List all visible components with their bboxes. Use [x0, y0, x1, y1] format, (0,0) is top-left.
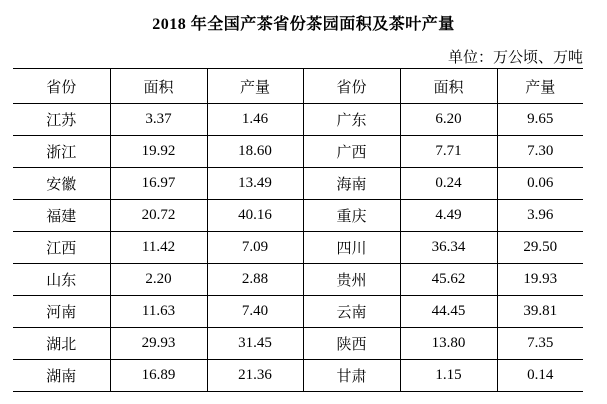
province-cell: 浙江: [13, 136, 110, 168]
output-cell: 7.40: [207, 296, 303, 328]
area-cell: 29.93: [110, 328, 207, 360]
output-cell: 29.50: [497, 232, 583, 264]
header-output: 产量: [497, 69, 583, 104]
province-cell: 海南: [303, 168, 400, 200]
output-cell: 13.49: [207, 168, 303, 200]
output-cell: 39.81: [497, 296, 583, 328]
table-row: [13, 200, 583, 232]
header-area: 面积: [400, 69, 497, 104]
province-cell: 四川: [303, 232, 400, 264]
province-cell: 河南: [13, 296, 110, 328]
province-cell: 江西: [13, 232, 110, 264]
table-row: [13, 360, 583, 392]
page-title: 2018 年全国产茶省份茶园面积及茶叶产量: [152, 16, 455, 33]
header-province: 省份: [13, 69, 110, 104]
area-cell: 4.49: [400, 200, 497, 232]
area-cell: 11.63: [110, 296, 207, 328]
output-cell: 0.14: [497, 360, 583, 392]
table-row: [13, 296, 583, 328]
area-cell: 16.97: [110, 168, 207, 200]
output-cell: 3.96: [497, 200, 583, 232]
area-cell: 13.80: [400, 328, 497, 360]
table-row: [13, 328, 583, 360]
output-cell: 7.09: [207, 232, 303, 264]
province-cell: 广东: [303, 104, 400, 136]
output-cell: 7.30: [497, 136, 583, 168]
output-cell: 1.46: [207, 104, 303, 136]
area-cell: 3.37: [110, 104, 207, 136]
header-row: [13, 69, 583, 104]
area-cell: 45.62: [400, 264, 497, 296]
province-cell: 湖南: [13, 360, 110, 392]
table-row: [13, 264, 583, 296]
table-row: [13, 232, 583, 264]
province-cell: 贵州: [303, 264, 400, 296]
table-header: [13, 69, 583, 104]
province-cell: 甘肃: [303, 360, 400, 392]
area-cell: 20.72: [110, 200, 207, 232]
province-cell: 江苏: [13, 104, 110, 136]
header-province: 省份: [303, 69, 400, 104]
area-cell: 2.20: [110, 264, 207, 296]
area-cell: 19.92: [110, 136, 207, 168]
area-cell: 6.20: [400, 104, 497, 136]
output-cell: 19.93: [497, 264, 583, 296]
province-cell: 安徽: [13, 168, 110, 200]
output-cell: 18.60: [207, 136, 303, 168]
province-cell: 山东: [13, 264, 110, 296]
table-row: [13, 168, 583, 200]
area-cell: 44.45: [400, 296, 497, 328]
province-cell: 湖北: [13, 328, 110, 360]
area-cell: 7.71: [400, 136, 497, 168]
output-cell: 31.45: [207, 328, 303, 360]
area-cell: 36.34: [400, 232, 497, 264]
header-area: 面积: [110, 69, 207, 104]
province-cell: 福建: [13, 200, 110, 232]
header-output: 产量: [207, 69, 303, 104]
output-cell: 40.16: [207, 200, 303, 232]
unit-note: 单位：万公顷、万吨: [447, 50, 583, 66]
output-cell: 0.06: [497, 168, 583, 200]
table-body: [13, 104, 583, 392]
output-cell: 9.65: [497, 104, 583, 136]
table-row: [13, 104, 583, 136]
area-cell: 0.24: [400, 168, 497, 200]
table-row: [13, 136, 583, 168]
province-cell: 广西: [303, 136, 400, 168]
area-cell: 16.89: [110, 360, 207, 392]
output-cell: 7.35: [497, 328, 583, 360]
area-cell: 1.15: [400, 360, 497, 392]
province-cell: 陕西: [303, 328, 400, 360]
area-cell: 11.42: [110, 232, 207, 264]
province-cell: 重庆: [303, 200, 400, 232]
output-cell: 21.36: [207, 360, 303, 392]
province-cell: 云南: [303, 296, 400, 328]
output-cell: 2.88: [207, 264, 303, 296]
tea-production-table: [13, 68, 583, 392]
